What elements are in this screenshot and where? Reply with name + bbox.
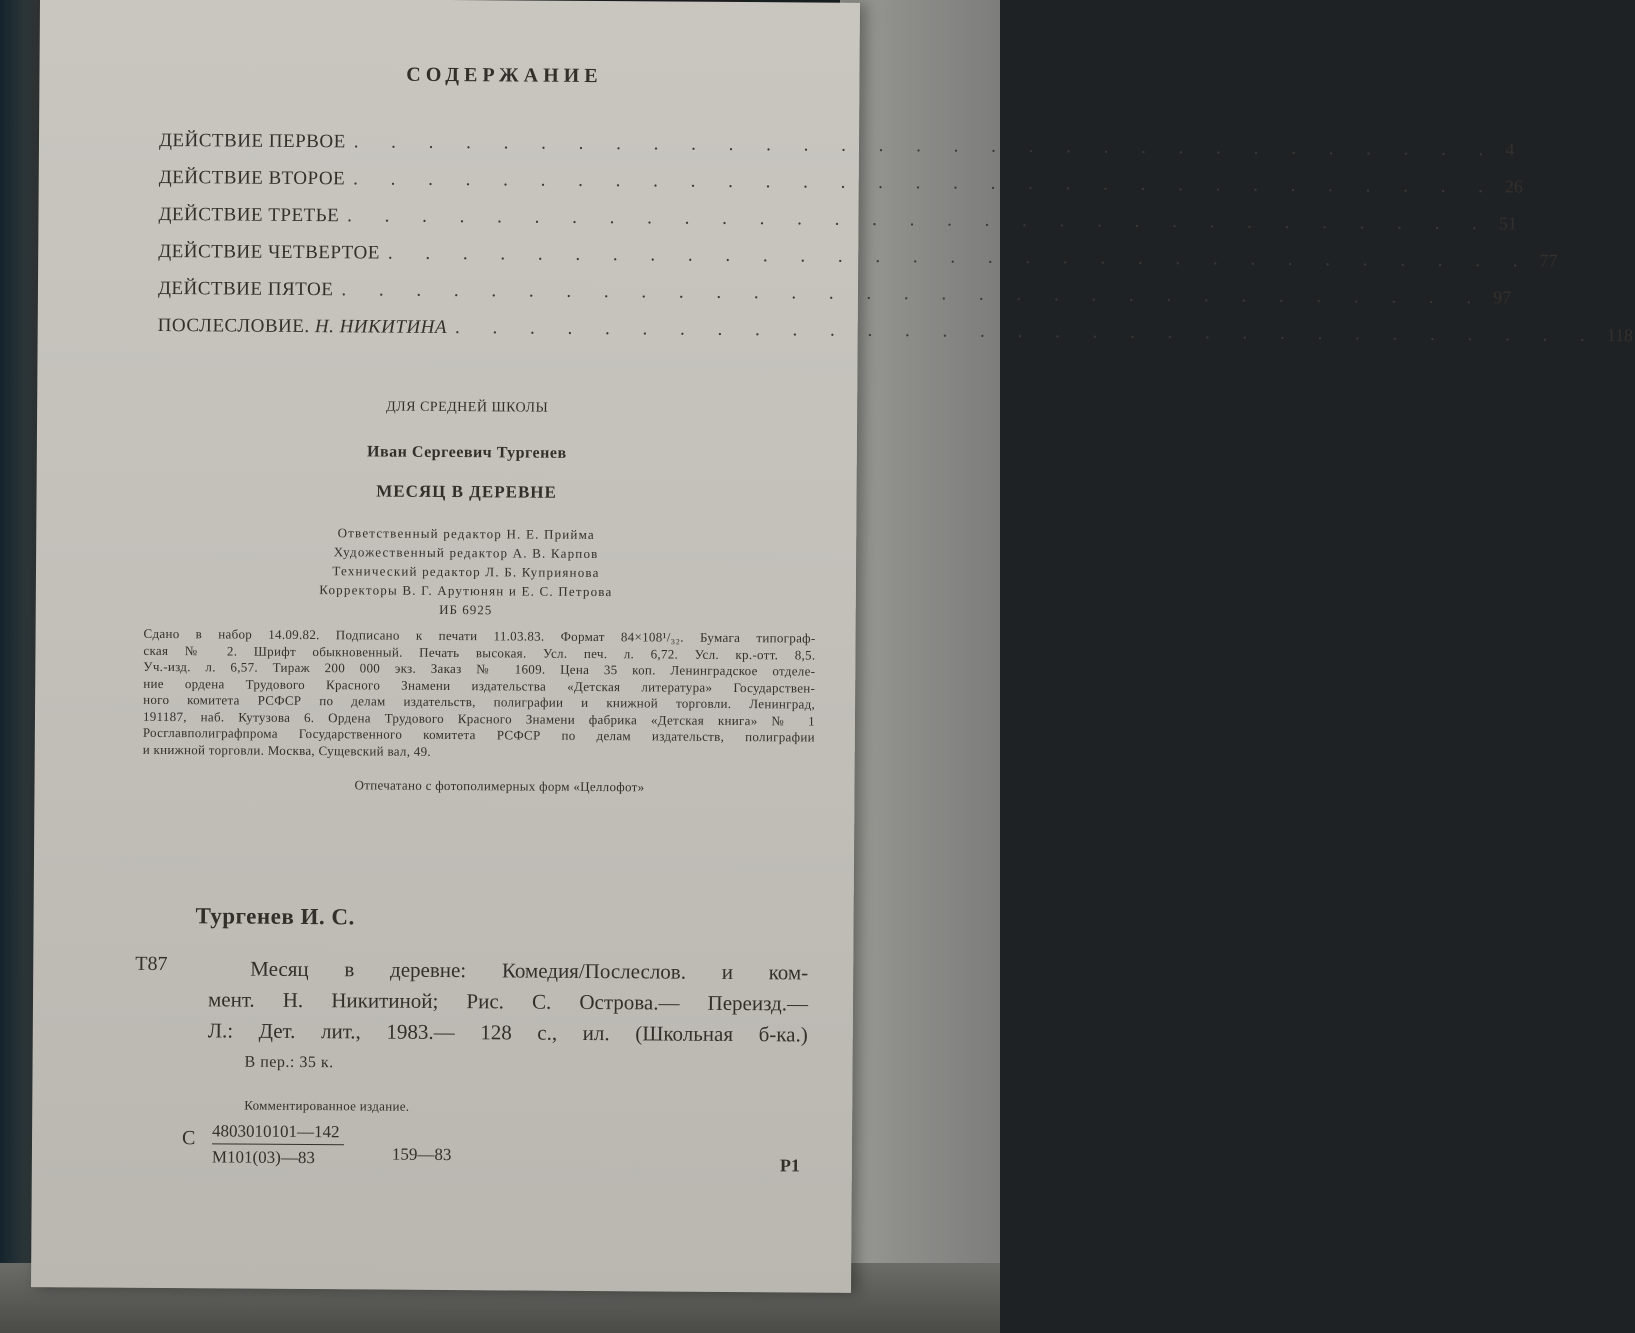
toc-entry-label: ДЕЙСТВИЕ ТРЕТЬЕ — [158, 203, 340, 227]
staff-line: Корректоры В. Г. Арутюнян и Е. С. Петрова — [319, 582, 613, 600]
card-description — [208, 953, 809, 1050]
toc-entry-label: ДЕЙСТВИЕ ПЕРВОЕ — [158, 129, 346, 153]
publication-details — [143, 626, 816, 763]
card-classification-code: Т87 — [135, 952, 168, 976]
imprint-block — [34, 397, 857, 797]
toc-entry-label: ДЕЙСТВИЕ ЧЕТВЕРТОЕ — [158, 240, 380, 264]
toc-leader-dots: . . . . . . . . . . . . . . . . . . . . . . . . . . . . . . . — [387, 242, 1532, 272]
ib-number: ИБ 6925 — [439, 601, 493, 618]
fraction-denominator: М101(03)—83 — [211, 1147, 315, 1168]
toc-leader-dots: . . . . . . . . . . . . . . . . . . . . . . . . . . . . . . . — [353, 168, 1497, 198]
toc-entry-label: ДЕЙСТВИЕ ПЯТОЕ — [157, 277, 334, 301]
toc-entry-page: 4 — [1505, 139, 1515, 160]
card-price: В пер.: 35 к. — [244, 1053, 334, 1072]
details-line: Уч.-изд. л. 6,57. Тираж 200 000 экз. Заказ № 1609. Цена 35 коп. Ленинградское отделе- — [143, 658, 816, 679]
book-title: МЕСЯЦ В ДЕРЕВНЕ — [376, 481, 557, 502]
details-line: Сдано в набор 14.09.82. Подписано к печати 11.03.83. Формат 84×108¹/₃₂. Бумага типограф- — [143, 625, 816, 646]
toc-entry-page: 118 — [1606, 325, 1634, 346]
staff-line: Художественный редактор А. В. Карпов — [333, 544, 599, 562]
details-line: и книжной торговли. Москва, Сущевский вал, 49. — [142, 741, 432, 759]
background-right-page — [840, 0, 1000, 1333]
toc-leader-dots: . . . . . . . . . . . . . . . . . . . . . . . . . . . . . . . — [341, 279, 1486, 309]
book-author: Иван Сергеевич Тургенев — [366, 443, 567, 462]
fraction-numerator: 4803010101—142 — [212, 1121, 344, 1145]
card-description-line: Месяц в деревне: Комедия/Послеслов. и ком- — [250, 956, 809, 985]
toc-entry — [158, 118, 1515, 161]
card-index-year: 159—83 — [391, 1144, 452, 1165]
details-line: ская № 2. Шрифт обыкновенный. Печать высокая. Усл. печ. л. 6,72. Усл. кр.-отт. 8,5. — [143, 642, 816, 663]
toc-leader-dots: . . . . . . . . . . . . . . . . . . . . . . . . . . . . . . . — [347, 205, 1492, 235]
details-line: Росглавполиграфпрома Государственного комитета РСФСР по делам издательств, полиграфии — [142, 724, 815, 745]
toc-entry-label — [158, 315, 447, 339]
toc-entry-author: Н. НИКИТИНА — [314, 316, 448, 338]
table-of-contents — [157, 118, 1634, 347]
card-comment: Комментированное издание. — [244, 1097, 410, 1114]
toc-entry-page: 51 — [1498, 213, 1518, 234]
staff-line: Технический редактор Л. Б. Куприянова — [332, 563, 600, 581]
card-description-line: Л.: Дет. лит., 1983.— 128 с., ил. (Школьная б-ка.) — [207, 1018, 808, 1047]
series-label: ДЛЯ СРЕДНЕЙ ШКОЛЫ — [386, 399, 549, 416]
catalog-card — [34, 902, 854, 1176]
toc-entry-label-text: ПОСЛЕСЛОВИЕ. — [157, 314, 310, 338]
details-line: 191187, наб. Кутузова 6. Ордена Трудового Красного Знамени фабрика «Детская книга» № 1 — [142, 708, 816, 729]
toc-entry-page: 77 — [1539, 250, 1558, 271]
toc-entry — [157, 266, 1512, 309]
card-c-letter: С — [181, 1127, 196, 1150]
details-line: ние ордена Трудового Красного Знамени издательства «Детская литература» Государствен- — [143, 675, 816, 696]
toc-entry-label: ДЕЙСТВИЕ ВТОРОЕ — [158, 166, 346, 190]
editorial-staff — [76, 521, 857, 602]
toc-title: СОДЕРЖАНИЕ — [406, 63, 603, 88]
card-rating: Р1 — [779, 1155, 800, 1176]
toc-entry — [158, 229, 1558, 272]
toc-entry — [158, 192, 1518, 235]
toc-leader-dots: . . . . . . . . . . . . . . . . . . . . . . . . . . . . . . . — [454, 317, 1599, 347]
toc-leader-dots: . . . . . . . . . . . . . . . . . . . . . . . . . . . . . . . — [353, 131, 1498, 161]
toc-entry — [158, 155, 1523, 198]
card-description-line: мент. Н. Никитиной; Рис. С. Острова.— Переизд.— — [207, 987, 809, 1016]
toc-entry-page: 26 — [1504, 176, 1523, 197]
book-page — [31, 0, 1634, 1293]
card-index-fraction — [212, 1121, 344, 1168]
card-author: Тургенев И. С. — [195, 903, 355, 930]
toc-entry — [157, 303, 1634, 347]
printed-note: Отпечатано с фотополимерных форм «Целлофот» — [354, 777, 645, 795]
staff-line: Ответственный редактор Н. Е. Прийма — [337, 525, 595, 543]
details-line: ного комитета РСФСР по делам издательств, полиграфии и книжной торговли. Ленинград, — [143, 691, 816, 712]
toc-entry-page: 97 — [1493, 287, 1512, 308]
